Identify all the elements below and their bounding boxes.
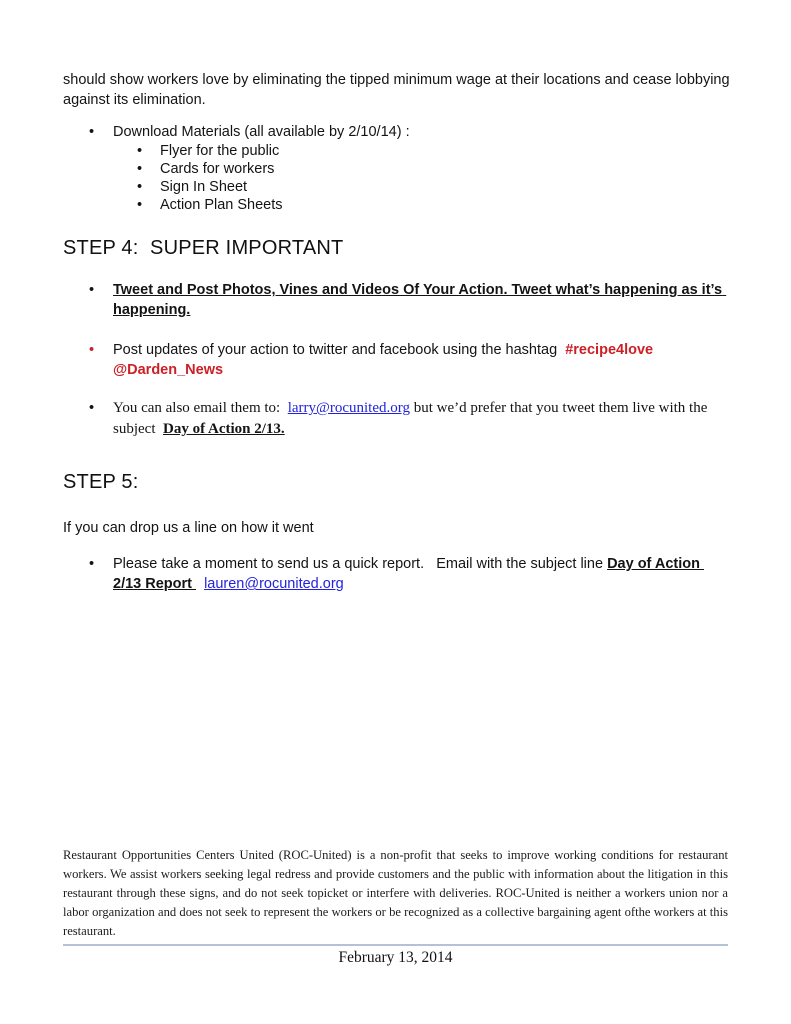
tweet-instruction [113, 280, 731, 320]
download-item-cards [63, 160, 731, 178]
email-instruction [113, 398, 731, 440]
step5-heading: STEP 5: [63, 471, 139, 493]
report-separator [196, 576, 204, 592]
step5-lead: If you can drop us a line on how it went [63, 520, 314, 536]
post-updates-text: Post updates of your action to twitter and facebook using the hashtag [113, 342, 566, 358]
page-footer [63, 846, 728, 969]
bullet-icon [63, 196, 160, 214]
bullet-icon [63, 178, 160, 196]
bullet-icon [63, 142, 160, 160]
bullet-icon [63, 554, 113, 574]
report-instruction [113, 554, 731, 594]
download-item-label: Action Plan Sheets [160, 197, 283, 213]
report-subject-line: Day of Action 2/13 Report [113, 556, 705, 592]
download-item-label: Flyer for the public [160, 143, 280, 159]
intro-paragraph: should show workers love by eliminating the tipped minimum wage at their locations and cease lobbying against its elimination. [63, 72, 734, 108]
step4-heading: STEP 4: SUPER IMPORTANT [63, 237, 344, 259]
day-of-action-subject: Day of Action 2/13. [163, 421, 285, 437]
download-item-label: Sign In Sheet [160, 179, 248, 195]
lauren-email-link[interactable]: lauren@rocunited.org [204, 576, 344, 592]
hashtag-handle-text: #recipe4love @Darden_News [113, 342, 658, 378]
email-instruction-middle: but we’d prefer that you tweet them live with the subject [113, 400, 712, 437]
page-date: February 13, 2014 [338, 949, 453, 966]
bullet-icon [63, 398, 113, 418]
download-item-label: Cards for workers [160, 161, 275, 177]
step4-bullet-email [63, 398, 731, 440]
email-instruction-prefix: You can also email them to: [113, 400, 288, 416]
larry-email-link[interactable]: larry@rocunited.org [287, 400, 410, 416]
roc-united-disclaimer: Restaurant Opportunities Centers United (ROC-United) is a non-profit that seeks to improve working conditions for restaurant workers. We assist workers seeking legal redress and provide customers and the public with information about the litigation in this restaurant through these signs, and do not seek topicket or interfere with deliveries. ROC-United is neither a workers union nor a labor organization and does not seek to represent the workers or be recognized as a collective bargaining agent ofthe workers at this restaurant. [63, 848, 728, 938]
download-item-actionplan [63, 196, 731, 214]
bullet-icon [63, 160, 160, 178]
tweet-instruction-text: Tweet and Post Photos, Vines and Videos Of Your Action. Tweet what’s happening as it’s happening. [113, 282, 727, 318]
step4-bullet-tweet [63, 280, 731, 320]
download-item-flyer [63, 142, 731, 160]
report-instruction-prefix: Please take a moment to send us a quick report. Email with the subject line [113, 556, 608, 572]
bullet-icon [63, 122, 113, 142]
download-item-signin [63, 178, 731, 196]
step5-bullet-report [63, 554, 731, 594]
bullet-icon [63, 280, 113, 300]
download-materials-label: Download Materials (all available by 2/10/14) : [113, 124, 410, 140]
bullet-icon [63, 340, 113, 360]
post-updates-instruction [113, 340, 731, 380]
footer-divider [63, 944, 728, 946]
step4-bullet-post-updates [63, 340, 731, 380]
download-materials-bullet [63, 122, 731, 142]
